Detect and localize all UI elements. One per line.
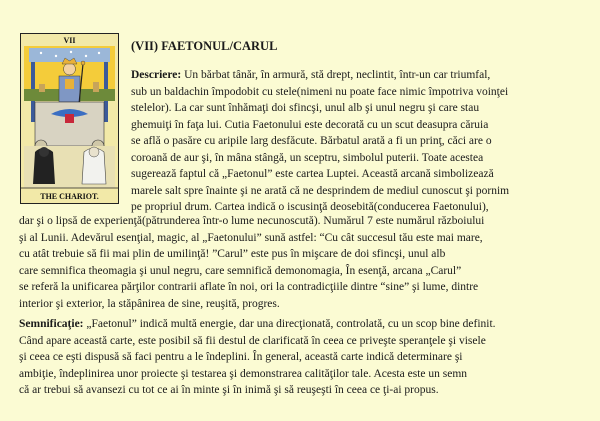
description-line: pe propriul drum. Cartea indică o iscusinţă deosebită(conducerea Faetonului), xyxy=(131,201,489,213)
meaning-label: Semnificaţie: xyxy=(19,318,84,330)
card-numeral: VII xyxy=(63,36,76,45)
chariot-card-illustration xyxy=(21,34,118,203)
description-line: sugerează faptul că „Faetonul” este cartea Luptei. Această arcană simbolizează xyxy=(131,168,494,180)
description-line: coroană de aur şi, în mâna stângă, un sceptru, simbolul puterii. Toate acestea xyxy=(131,151,484,164)
description-line: se află o pasăre cu aripile larg desfăcute. Bărbatul arată a fi un prinţ, căci are o xyxy=(131,135,492,147)
chariot-tarot-card xyxy=(20,33,119,204)
description-line: care semnifica theomagia şi unul negru, care semnifică demonomagia, În esenţă, arcana „Carul” xyxy=(19,264,462,277)
description-line: Un bărbat tânăr, în armură, stă drept, neclintit, într-un car triumfal, xyxy=(181,69,491,81)
meaning-paragraph xyxy=(19,316,496,399)
meaning-line: Când apare această carte, este posibil să fii destul de clarificată în ceea ce priveşte speranţele şi visele xyxy=(19,334,486,347)
description-line: stelelor). La car sunt înhămaţi doi sfincşi, unul alb şi unul negru şi care stau xyxy=(131,102,480,114)
meaning-line: şi ceea ce eşti dispusă să faci pentru a le îndeplini. În general, această carte indică determinare şi xyxy=(19,351,463,363)
description-line: se referă la unificarea părţilor contrarii aflate în noi, ori la contradicţiile dintre “sine” şi lume, dintre xyxy=(19,281,479,293)
description-continuation xyxy=(19,213,484,312)
description-line: sub un baldachin împodobit cu stele(nimeni nu poate face nimic împotriva voinţei xyxy=(131,85,509,98)
description-line: marele salt spre înainte şi ne arată că ne desprindem de mediul cunoscut şi pornim xyxy=(131,184,510,197)
description-paragraph xyxy=(131,67,509,216)
description-line: interior şi exterior, la stăpânirea de sine, reuşită, progres. xyxy=(19,297,280,310)
description-line: cu atât trebuie să fii mai plin de umilinţă! ”Carul” este pus în mişcare de doi sfincşi, unul alb xyxy=(19,248,446,260)
description-line: ghemuiţi în faţa lui. Cutia Faetonului este decorată cu un scut deasupra căruia xyxy=(131,118,489,131)
meaning-line: „Faetonul” indică multă energie, dar una direcţionată, controlată, cu un scop bine definit. xyxy=(83,318,496,330)
meaning-line: ambiţie, îndeplinirea unor proiecte şi testarea şi demonstrarea calităţilor tale. Acesta este un semn xyxy=(19,367,468,380)
card-caption: THE CHARIOT. xyxy=(40,192,99,201)
description-line: dar şi o lipsă de experienţă(pătrunderea într-o lume necunoscută). Numărul 7 este numărul războiului xyxy=(19,215,485,227)
description-label: Descriere: xyxy=(131,69,182,81)
meaning-line: că ar trebui să avansezi cu tot ce ai în minte şi în inimă şi să reuşeşti în ceea ce ţi-ai propus. xyxy=(19,384,439,396)
page-title: (VII) FAETONUL/CARUL xyxy=(131,39,278,53)
description-line: şi al Lunii. Adevărul esenţial, magic, al „Faetonului” sună astfel: “Cu cât succesul tău este mai mare, xyxy=(19,231,483,244)
